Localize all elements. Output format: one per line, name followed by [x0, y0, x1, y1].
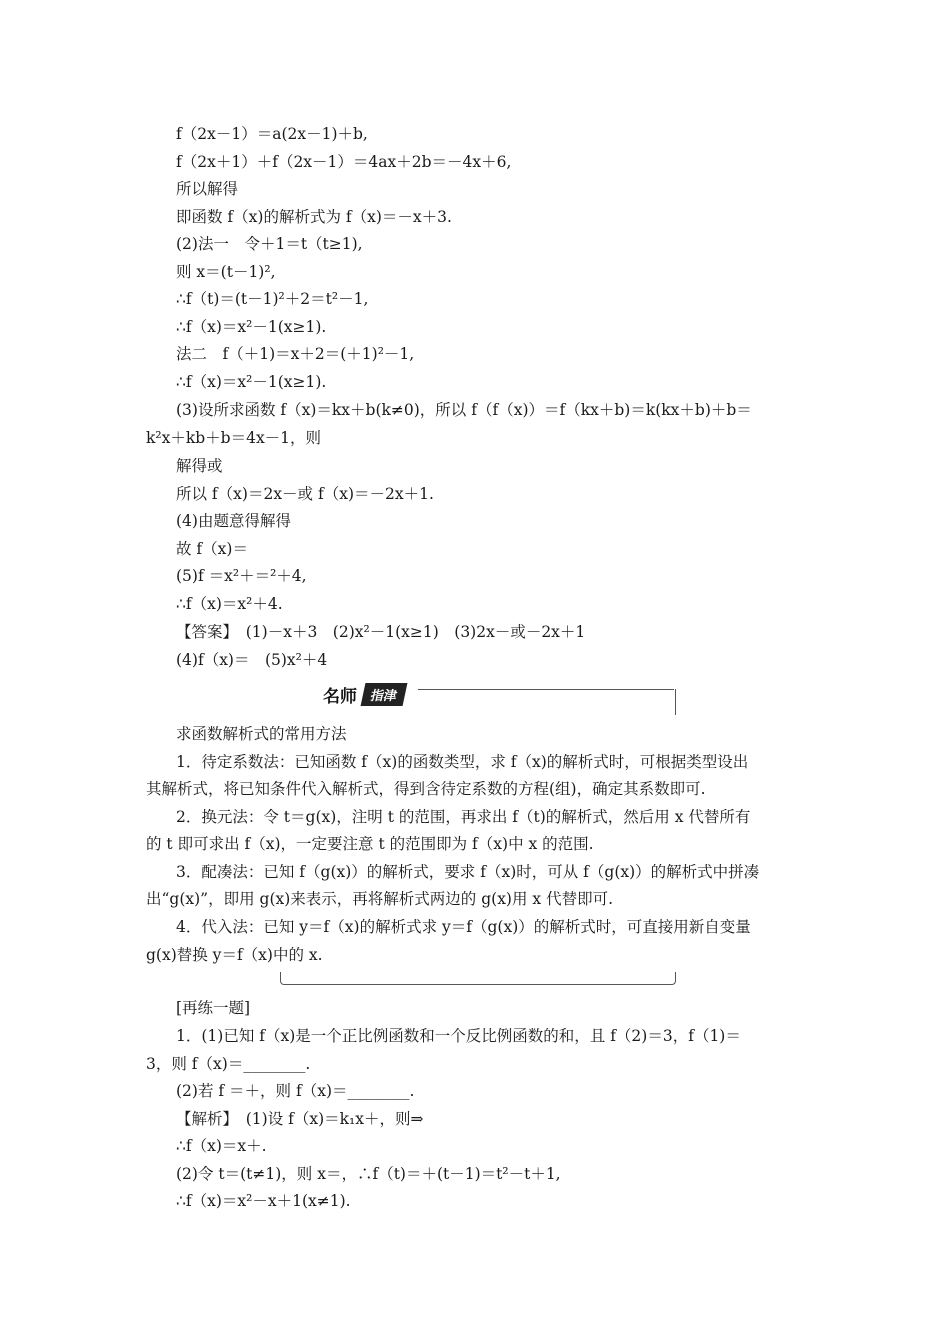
text-line: 法二 f（＋1)＝x＋2＝(＋1)²－1,: [176, 345, 415, 363]
text-line: 所以 f（x)＝2x－或 f（x)＝－2x＋1.: [176, 485, 434, 503]
text-line: (5)f ＝x²＋＝²＋4,: [176, 567, 307, 585]
text-line: 其解析式，将已知条件代入解析式，得到含待定系数的方程(组)，确定其系数即可.: [146, 780, 706, 798]
text-line: 即函数 f（x)的解析式为 f（x)＝－x＋3.: [176, 208, 452, 226]
text-line: f（2x＋1）＋f（2x－1）＝4ax＋2b＝－4x＋6,: [176, 153, 512, 171]
text-line: ∴f（x)＝x＋.: [176, 1137, 267, 1155]
text-line: 解得或: [176, 457, 223, 475]
text-line: (2)令 t＝(t≠1)，则 x＝，∴f（t)＝＋(t－1)＝t²－t＋1,: [176, 1165, 561, 1183]
tips-badge-label: 名师: [315, 682, 361, 707]
text-line: 【解析】 (1)设 f（x)＝k₁x＋，则⇒: [176, 1110, 424, 1128]
text-line: ∴f（t)＝(t－1)²＋2＝t²－1,: [176, 290, 369, 308]
text-line: ∴f（x)＝x²－1(x≥1).: [176, 318, 327, 336]
text-line: 所以解得: [176, 180, 239, 198]
tips-box-top-corner: [667, 689, 676, 715]
text-line: (2)若 f ＝＋，则 f（x)＝________.: [176, 1082, 415, 1100]
tips-badge: [315, 681, 405, 707]
text-line: k²x＋kb＋b＝4x－1，则: [146, 429, 322, 447]
text-line: 3．配凑法：已知 f（g(x)）的解析式，要求 f（x)时，可从 f（g(x)）的解析式中拼凑: [176, 863, 760, 881]
text-line: g(x)替换 y＝f（x)中的 x.: [146, 946, 323, 964]
tips-box-bottom-border: [280, 972, 676, 985]
text-line: ∴f（x)＝x²＋4.: [176, 595, 283, 613]
text-line: 则 x＝(t－1)²,: [176, 263, 276, 281]
text-line: ∴f（x)＝x²－1(x≥1).: [176, 373, 327, 391]
tips-box-top-border: [418, 689, 674, 690]
text-line: [再练一题]: [176, 999, 251, 1017]
tips-badge-tag: 指津: [361, 683, 408, 706]
text-line: ∴f（x)＝x²－x＋1(x≠1).: [176, 1192, 351, 1210]
text-line: 的 t 即可求出 f（x)，一定要注意 t 的范围即为 f（x)中 x 的范围.: [146, 835, 594, 853]
text-line: 2．换元法：令 t＝g(x)，注明 t 的范围，再求出 f（t)的解析式，然后用 x 代替所有: [176, 808, 751, 826]
text-line: 3，则 f（x)＝________.: [146, 1055, 311, 1073]
text-line: 1．(1)已知 f（x)是一个正比例函数和一个反比例函数的和，且 f（2)＝3，f（1)＝: [176, 1027, 741, 1045]
text-line: (4)由题意得解得: [176, 512, 291, 530]
text-line: f（2x－1）＝a(2x－1)＋b,: [176, 125, 368, 143]
text-line: 故 f（x)＝: [176, 540, 248, 558]
text-line: 出“g(x)”，即用 g(x)来表示，再将解析式两边的 g(x)用 x 代替即可.: [146, 890, 613, 908]
text-line: 【答案】 (1)－x＋3 (2)x²－1(x≥1) (3)2x－或－2x＋1: [176, 623, 586, 641]
text-line: 4．代入法：已知 y＝f（x)的解析式求 y＝f（g(x)）的解析式时，可直接用新自变量: [176, 918, 751, 936]
text-line: (2)法一 令＋1＝t（t≥1),: [176, 235, 363, 253]
text-line: (4)f（x)＝ (5)x²＋4: [176, 651, 328, 669]
text-line: (3)设所求函数 f（x)＝kx＋b(k≠0)，所以 f（f（x)）＝f（kx＋b)＝k(kx＋b)＋b＝: [176, 401, 752, 419]
text-line: 1．待定系数法：已知函数 f（x)的函数类型，求 f（x)的解析式时，可根据类型设出: [176, 753, 749, 771]
text-line: 求函数解析式的常用方法: [176, 725, 347, 743]
